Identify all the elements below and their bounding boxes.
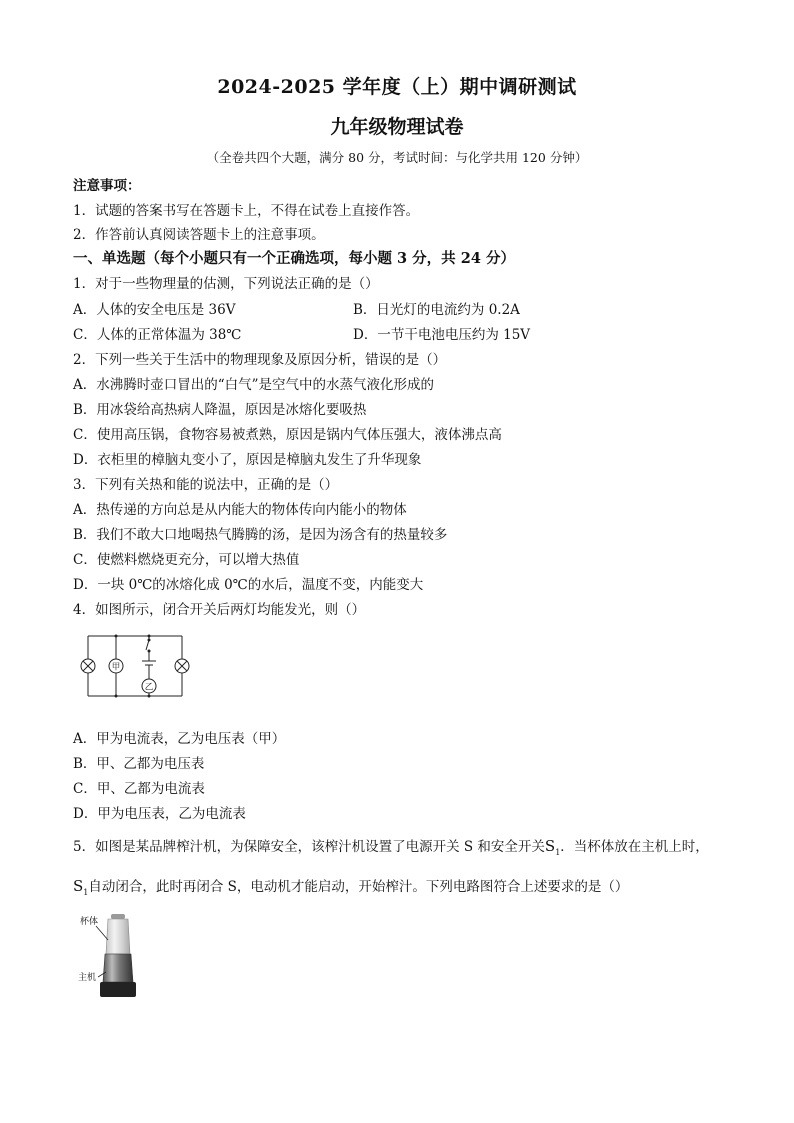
q3-option-d: D．一块 0℃的冰熔化成 0℃的水后，温度不变，内能变大 — [73, 577, 424, 593]
q4-option-d: D．甲为电压表，乙为电流表 — [73, 806, 246, 822]
s1-subscript: 1 — [555, 848, 561, 857]
juicer-base — [103, 954, 133, 982]
juicer-cup — [106, 919, 130, 954]
q3-stem: 3．下列有关热和能的说法中，正确的是（） — [73, 477, 339, 493]
juicer-foot — [100, 982, 136, 997]
s1-subscript-2: 1 — [83, 888, 89, 897]
q2-option-c: C．使用高压锅，食物容易被煮熟，原因是锅内气体压强大，液体沸点高 — [73, 427, 502, 443]
q4-circuit-diagram — [76, 628, 191, 703]
q5-s1-symbol — [545, 837, 560, 855]
q4-option-b: B．甲、乙都为电压表 — [73, 756, 205, 772]
q1-option-a: A．人体的安全电压是 36V — [73, 302, 236, 318]
meter-yi-label: 乙 — [144, 682, 154, 693]
meter-jia-label: 甲 — [111, 662, 121, 673]
q4-stem: 4．如图所示，闭合开关后两灯均能发光，则（） — [73, 602, 366, 618]
q5-stem-part1: 5．如图是某品牌榨汁机，为保障安全，该榨汁机设置了电源开关 S 和安全开关 — [73, 839, 545, 855]
q1-option-d: D．一节干电池电压约为 15V — [353, 327, 531, 343]
q3-option-c: C．使燃料燃烧更充分，可以增大热值 — [73, 552, 300, 568]
q5-stem-line2 — [73, 875, 628, 897]
label-base: 主机 — [78, 973, 97, 983]
label-cup: 杯体 — [80, 917, 99, 927]
exam-note: （全卷共四个大题，满分 80 分，考试时间：与化学共用 120 分钟） — [206, 150, 588, 165]
q2-stem: 2．下列一些关于生活中的物理现象及原因分析，错误的是（） — [73, 352, 447, 368]
q4-option-a: A．甲为电流表，乙为电压表（甲） — [73, 731, 286, 747]
juicer-lid — [111, 914, 125, 919]
lamp-left-icon — [81, 659, 95, 673]
q1-stem: 1．对于一些物理量的估测，下列说法正确的是（） — [73, 276, 379, 292]
q3-option-a: A．热传递的方向总是从内能大的物体传向内能小的物体 — [73, 502, 407, 518]
q5-stem-part3: 自动闭合，此时再闭合 S，电动机才能启动，开始榨汁。下列电路图符合上述要求的是（） — [88, 879, 629, 895]
q5-s1-symbol-2 — [73, 877, 88, 895]
q1-option-b: B．日光灯的电流约为 0.2A — [353, 302, 520, 318]
exam-title: 2024-2025 学年度（上）期中调研测试 — [217, 76, 577, 98]
q3-option-b: B．我们不敢大口地喝热气腾腾的汤，是因为汤含有的热量较多 — [73, 527, 448, 543]
notice-heading: 注意事项： — [73, 178, 141, 194]
q4-option-c: C．甲、乙都为电流表 — [73, 781, 205, 797]
q2-option-b: B．用冰袋给高热病人降温，原因是冰熔化要吸热 — [73, 402, 367, 418]
q5-stem-line1 — [73, 835, 709, 857]
q1-option-c: C．人体的正常体温为 38℃ — [73, 327, 242, 343]
q2-option-d: D．衣柜里的樟脑丸变小了，原因是樟脑丸发生了升华现象 — [73, 452, 422, 468]
s1-letter: S — [544, 837, 556, 855]
lamp-right-icon — [175, 659, 189, 673]
exam-subject: 九年级物理试卷 — [330, 116, 464, 138]
q2-option-a: A．水沸腾时壶口冒出的“白气”是空气中的水蒸气液化形成的 — [73, 377, 435, 393]
section-heading: 一、单选题（每个小题只有一个正确选项，每小题 3 分，共 24 分） — [73, 250, 515, 267]
q5-stem-part2: ．当杯体放在主机上时， — [560, 839, 709, 855]
notice-item-2: 2．作答前认真阅读答题卡上的注意事项。 — [73, 227, 325, 243]
notice-item-1: 1．试题的答案书写在答题卡上，不得在试卷上直接作答。 — [73, 203, 420, 219]
juicer-image — [78, 910, 153, 1002]
s1-letter-2: S — [73, 877, 84, 895]
circuit-switch — [146, 640, 149, 650]
